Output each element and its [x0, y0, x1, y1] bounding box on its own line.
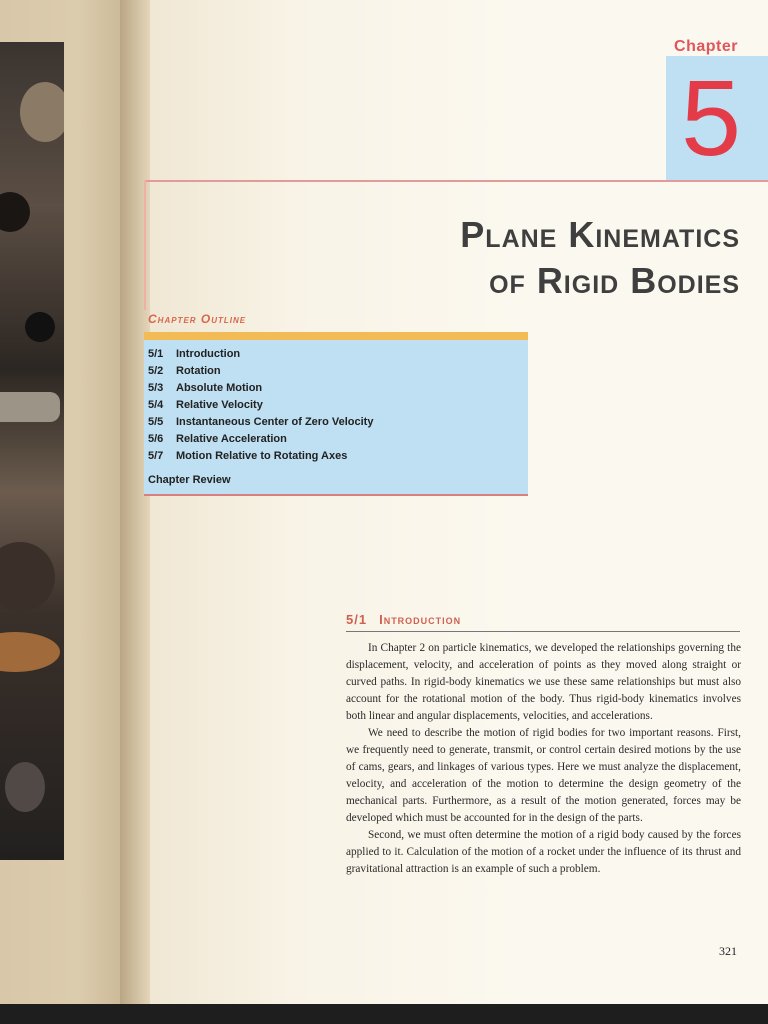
book-gutter	[120, 0, 150, 1004]
outline-item-label: Absolute Motion	[176, 382, 263, 394]
outline-item	[148, 450, 373, 467]
outline-bar	[144, 332, 528, 340]
section-heading	[346, 612, 461, 627]
outline-item-label: Instantaneous Center of Zero Velocity	[176, 416, 374, 428]
chapter-title-line-2: of Rigid Bodies	[489, 260, 740, 301]
outline-item-label: Relative Velocity	[176, 399, 263, 411]
outline-item-label: Motion Relative to Rotating Axes	[176, 450, 348, 462]
paragraph: In Chapter 2 on particle kinematics, we developed the relationships governing the displacement, velocity, and acceleration of points as they moved along straight or curved paths. In rigid-body kinematics we use these same relationships but must also account for the rotational motion of the body. Thus rigid-body kinematics involves both linear and angular displacements, velocities, and accelerations.	[346, 642, 741, 722]
side-rule	[144, 180, 146, 310]
outline-item-label: Rotation	[176, 365, 221, 377]
outline-heading: Chapter Outline	[148, 312, 247, 326]
outline-item-number: 5/6	[148, 433, 164, 445]
outline-item	[148, 348, 373, 365]
outline-item-label: Relative Acceleration	[176, 433, 287, 445]
outline-item-label: Introduction	[176, 348, 241, 360]
outline-item-number: 5/1	[148, 348, 164, 360]
outline-review: Chapter Review	[148, 474, 231, 486]
outline-item-number: 5/5	[148, 416, 164, 428]
chapter-title	[460, 212, 740, 304]
chapter-photo	[0, 42, 64, 860]
outline-list	[148, 348, 373, 467]
paragraph: We need to describe the motion of rigid bodies for two important reasons. First, we frequently need to generate, transmit, or control certain desired motions by the use of cams, gears, and linkages of various types. Here we must analyze the displacement, velocity, and acceleration of the motion to determine the design geometry of the mechanical parts. Furthermore, as a result of the motion generated, forces may be developed which must be accounted for in the design of the parts.	[346, 727, 741, 824]
outline-item-number: 5/3	[148, 382, 164, 394]
chapter-label: Chapter	[674, 38, 738, 55]
outline-item-number: 5/4	[148, 399, 164, 411]
outline-item-number: 5/7	[148, 450, 164, 462]
outline-item	[148, 382, 373, 399]
scan-bottom-edge	[0, 1004, 768, 1024]
section-body	[346, 640, 741, 878]
chapter-outline	[144, 340, 528, 496]
outline-item	[148, 365, 373, 382]
chapter-title-line-1: Plane Kinematics	[460, 214, 740, 255]
outline-item	[148, 399, 373, 416]
page-number: 321	[719, 944, 737, 958]
header-rule	[144, 180, 768, 182]
paragraph: Second, we must often determine the motion of a rigid body caused by the forces applied to it. Calculation of the motion of a rocket under the influence of its thrust and gravitational attraction is an example of such a problem.	[346, 829, 741, 875]
outline-item	[148, 433, 373, 450]
left-page	[0, 0, 130, 1004]
chapter-number: 5	[680, 57, 742, 178]
section-rule	[346, 631, 740, 632]
outline-item	[148, 416, 373, 433]
outline-item-number: 5/2	[148, 365, 164, 377]
section-number: 5/1	[346, 612, 368, 627]
section-title: Introduction	[379, 612, 462, 627]
